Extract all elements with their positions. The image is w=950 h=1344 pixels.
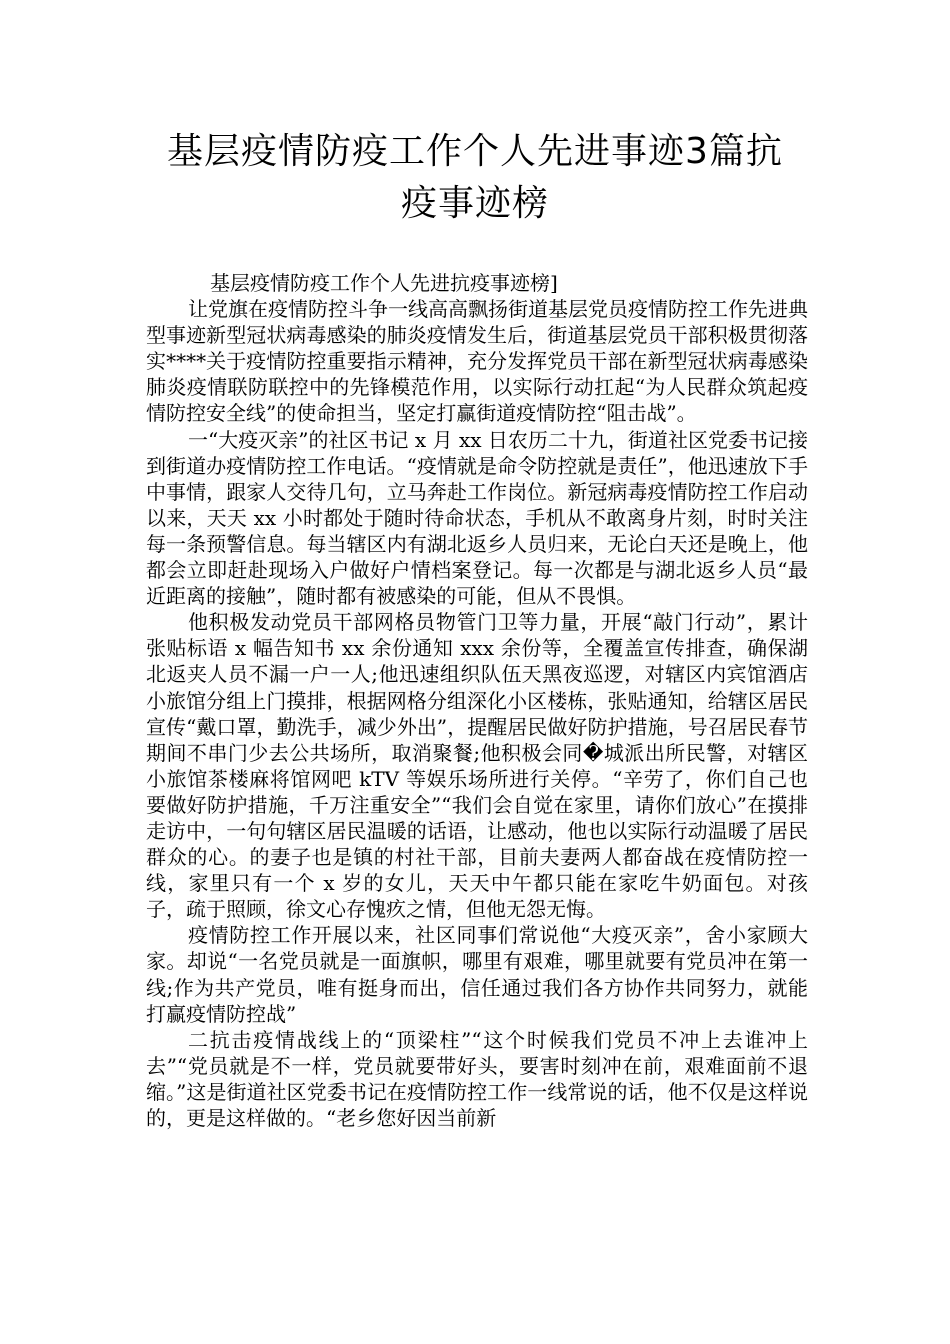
title-line-2: 疫事迹榜 — [400, 183, 549, 224]
body-paragraph: 他积极发动党员干部网格员物管门卫等力量，开展“敲门行动”，累计张贴标语 x 幅告知书 xx 余份通知 xxx 余份等，全覆盖宣传排查，确保湖北返夹人员不漏一户一人;他迅速组织队伍天黑夜巡逻，对辖区内宾馆酒店小旅馆分组上门摸排，根据网格分组深化小区楼栋，张贴通知，给辖区居民宣传“戴口罩，勤洗手，减少外出”，提醒居民做好防护措施，号召居民春节期间不串门少去公共场所，取消聚餐;他积极会同�城派出所民警，对辖区小旅馆茶楼麻将馆网吧 kTV 等娱乐场所进行关停。“辛劳了，你们自己也要做好防护措施，千万注重安全”“我们会自觉在家里，请你们放心”在摸排走访中，一句句辖区居民温暖的话语，让感动，他也以实际行动温暖了居民群众的心。的妻子也是镇的村社干部，目前夫妻两人都奋战在疫情防控一线，家里只有一个 x 岁的女儿，天天中午都只能在家吃牛奶面包。对孩子，疏于照顾，徐文心存愧疚之情，但他无怨无悔。 — [146, 610, 808, 922]
body-paragraph: 疫情防控工作开展以来，社区同事们常说他“大疫灭亲”，舍小家顾大家。却说“一名党员就是一面旗帜，哪里有艰难，哪里就要有党员冲在第一线;作为共产党员，唯有挺身而出，信任通过我们各方协作共同努力，就能打赢疫情防控战” — [146, 923, 808, 1026]
body-paragraph: 二抗击疫情战线上的“顶梁柱”“这个时候我们党员不冲上去谁冲上去”“党员就是不一样，党员就要带好头，要害时刻冲在前，艰难面前不退缩。”这是街道社区党委书记在疫情防控工作一线常说的话，他不仅是这样说的，更是这样做的。“老乡您好因当前新 — [146, 1027, 808, 1130]
body-subtitle: 基层疫情防疫工作个人先进抗疫事迹榜] — [210, 271, 558, 295]
title-line-1: 基层疫情防疫工作个人先进事迹3篇抗 — [167, 131, 783, 172]
body-paragraph: 让党旗在疫情防控斗争一线高高飘扬街道基层党员疫情防控工作先进典型事迹新型冠状病毒感染的肺炎疫情发生后，街道基层党员干部积极贯彻落实****关于疫情防控重要指示精神，充分发挥党员干部在新型冠状病毒感染肺炎疫情联防联控中的先锋模范作用，以实际行动扛起“为人民群众筑起疫情防控安全线”的使命担当，坚定打赢街道疫情防控“阻击战”。 — [146, 297, 808, 426]
body-paragraph: 一“大疫灭亲”的社区书记 x 月 xx 日农历二十九，街道社区党委书记接到街道办疫情防控工作电话。“疫情就是命令防控就是责任”，他迅速放下手中事情，跟家人交待几句，立马奔赴工作岗位。新冠病毒疫情防控工作启动以来，天天 xx 小时都处于随时待命状态，手机从不敢离身片刻，时时关注每一条预警信息。每当辖区内有湖北返乡人员归来，无论白天还是晚上，他都会立即赶赴现场入户做好户情档案登记。每一次都是与湖北返乡人员“最近距离的接触”，随时都有被感染的可能，但从不畏惧。 — [146, 427, 808, 609]
document-body — [146, 270, 808, 1131]
document-title — [120, 126, 830, 230]
